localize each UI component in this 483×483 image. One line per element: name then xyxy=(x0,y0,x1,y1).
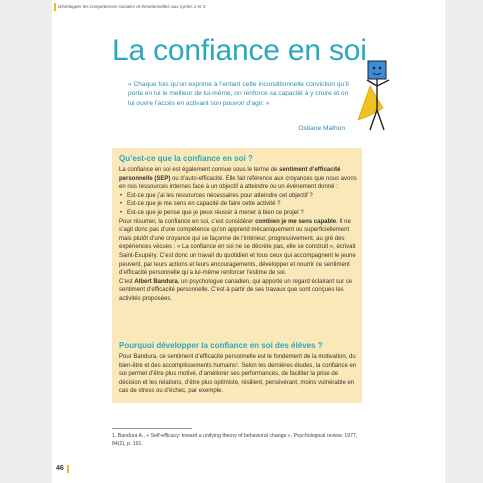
text-run: Pour résumer, la confiance en soi, c’est considérer xyxy=(119,218,256,225)
list-item: • Est-ce que j’ai les ressources nécessaires pour atteindre cet objectif ? xyxy=(127,192,357,201)
text-run: C’est xyxy=(119,278,135,285)
bold-term: Albert Bandura xyxy=(134,278,178,285)
list-item: • Est-ce que je pense que je peux réussir à mener à bien ce projet ? xyxy=(127,209,357,218)
page-title: La confiance en soi xyxy=(112,34,367,67)
running-head-marker xyxy=(54,3,56,11)
text-run: , un psychologue canadien, qui apporte un regard éclairant sur ce sentiment d’efficacité personnelle. C’est à partir de ses travaux que sont conçues les activités proposées. xyxy=(119,278,353,302)
page-number: 46 xyxy=(56,465,64,472)
quote-text: « Chaque fois qu’on exprime à l’enfant cette inconditionnelle conviction qu’il porte en lui le meilleur de lui-même, on renforce sa capacité à y croire et on lui ouvre l’accès en activant son pouvoir d’agir. » xyxy=(128,81,349,107)
section-body-why xyxy=(119,353,357,396)
paragraph-definition xyxy=(119,166,357,192)
paragraph-bandura xyxy=(119,278,357,304)
running-head: Développer les compétences sociales et émotionnelles aux cycles 2 et 3 xyxy=(58,4,206,9)
section-title-why: Pourquoi développer la confiance en soi des élèves ? xyxy=(119,341,323,350)
section-title-what: Qu’est-ce que la confiance en soi ? xyxy=(119,154,253,163)
footnote: 1. Bandura A., « Self-efficacy: toward a unifying theory of behavioral change », Psychological review, 1977, 84(2), p. 191. xyxy=(112,433,358,447)
text-run: ou d’auto-efficacité. Elle fait référence aux croyances que nous avons en nos ressources internes face à un objectif à atteindre ou un événement donné : xyxy=(119,175,357,191)
footnote-divider xyxy=(112,428,192,429)
text-run: La confiance en soi est également connue sous le terme de xyxy=(119,167,280,173)
info-box xyxy=(112,148,362,403)
bold-term: combien je me sens capable xyxy=(255,218,337,225)
paragraph-summary xyxy=(119,218,357,278)
superhero-mascot-icon xyxy=(355,58,399,138)
list-item: • Est-ce que je me sens en capacité de faire cette activité ? xyxy=(127,200,357,209)
quote-author: Ostiane Mathon xyxy=(298,125,345,132)
text-run: . Il ne s’agit donc pas d’une compétence qu’on apprend mécaniquement ou superficiellement mais plutôt d’une croyance qui se façonne de l’intérieur, progressivement, au gré des expériences vécues : « La confiance en soi ne se décrète pas, elle se construit », écrivait Saint-Exupéry. C’est donc un travail du quotidien et tous ceux qui accompagnent le jeune peuvent, par leurs actions et leurs encouragements, développer et nourrir ce sentiment d’efficacité personnelle qu’a lui-même renforcer l’estime de soi. xyxy=(119,218,356,277)
section-body-what xyxy=(119,166,357,304)
paragraph-why: Pour Bandura, ce sentiment d’efficacité personnelle est le fondement de la motivation, du bien-être et des accomplissements humains¹. Selon les dernières études, la confiance en soi permet d’être plus motivé, d’améliorer ses performances, de faciliter la prise de décision et les relations, d’être plus optimiste, résilient, persévérant, moins vulnérable en cas de stress ou d’échec, par exemple. xyxy=(119,354,357,395)
question-list xyxy=(119,192,357,218)
page-number-marker xyxy=(67,465,69,473)
bold-term: sentiment d’efficacité personnelle (SEP) xyxy=(119,167,341,182)
